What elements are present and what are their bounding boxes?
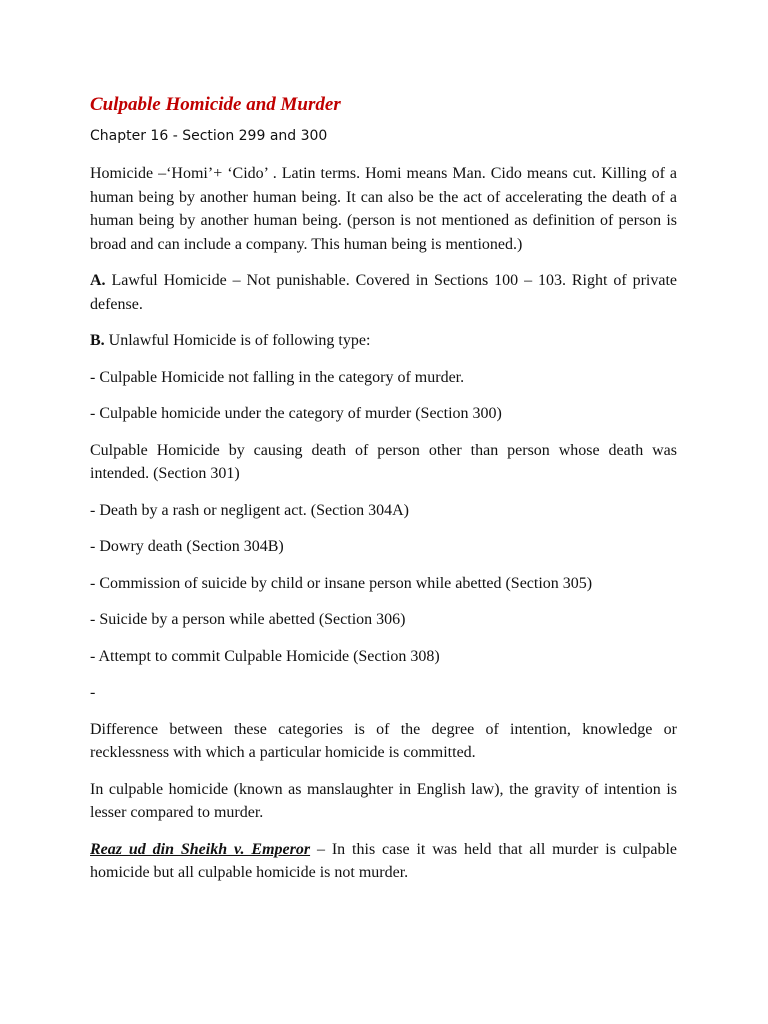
case-name: Reaz ud din Sheikh v. Emperor bbox=[90, 840, 311, 858]
case-text: – In this case it was held that all murder is culpable homicide but all culpable homicide is not murder. bbox=[90, 840, 677, 881]
section-b-marker: B. bbox=[90, 332, 105, 349]
list-item: - bbox=[90, 684, 96, 701]
section-a-marker: A. bbox=[90, 272, 106, 289]
list-item: - Commission of suicide by child or insane person while abetted (Section 305) bbox=[90, 574, 593, 592]
document-page bbox=[90, 92, 677, 898]
list-item: - Attempt to commit Culpable Homicide (Section 308) bbox=[90, 647, 440, 665]
page-title: Culpable Homicide and Murder bbox=[90, 94, 341, 115]
manslaughter-paragraph: In culpable homicide (known as manslaughter in English law), the gravity of intention is lesser compared to murder. bbox=[90, 780, 677, 821]
list-item: - Culpable Homicide not falling in the category of murder. bbox=[90, 368, 465, 386]
section-a-text: Lawful Homicide – Not punishable. Covered in Sections 100 – 103. Right of private defense. bbox=[90, 272, 677, 313]
list-item: - Dowry death (Section 304B) bbox=[90, 538, 284, 555]
case-paragraph bbox=[90, 838, 677, 885]
section-a-paragraph bbox=[90, 269, 677, 316]
intro-paragraph: Homicide –‘Homi’+ ‘Cido’ . Latin terms. Homi means Man. Cido means cut. Killing of a human being by another human being. It can also be the act of accelerating the death of a human being by another human being. (person is not mentioned as definition of person is broad and can include a company. This human being is mentioned.) bbox=[90, 165, 677, 253]
section-b-text: Unlawful Homicide is of following type: bbox=[104, 332, 371, 349]
list-item: - Suicide by a person while abetted (Section 306) bbox=[90, 611, 406, 628]
section-301-paragraph: Culpable Homicide by causing death of person other than person whose death was intended. (Section 301) bbox=[90, 441, 677, 482]
section-b-paragraph bbox=[90, 329, 677, 353]
list-item: - Death by a rash or negligent act. (Section 304A) bbox=[90, 501, 410, 519]
list-item: - Culpable homicide under the category of murder (Section 300) bbox=[90, 405, 502, 422]
difference-paragraph: Difference between these categories is of the degree of intention, knowledge or recklessness with which a particular homicide is committed. bbox=[90, 720, 677, 761]
chapter-subtitle: Chapter 16 - Section 299 and 300 bbox=[90, 128, 328, 144]
